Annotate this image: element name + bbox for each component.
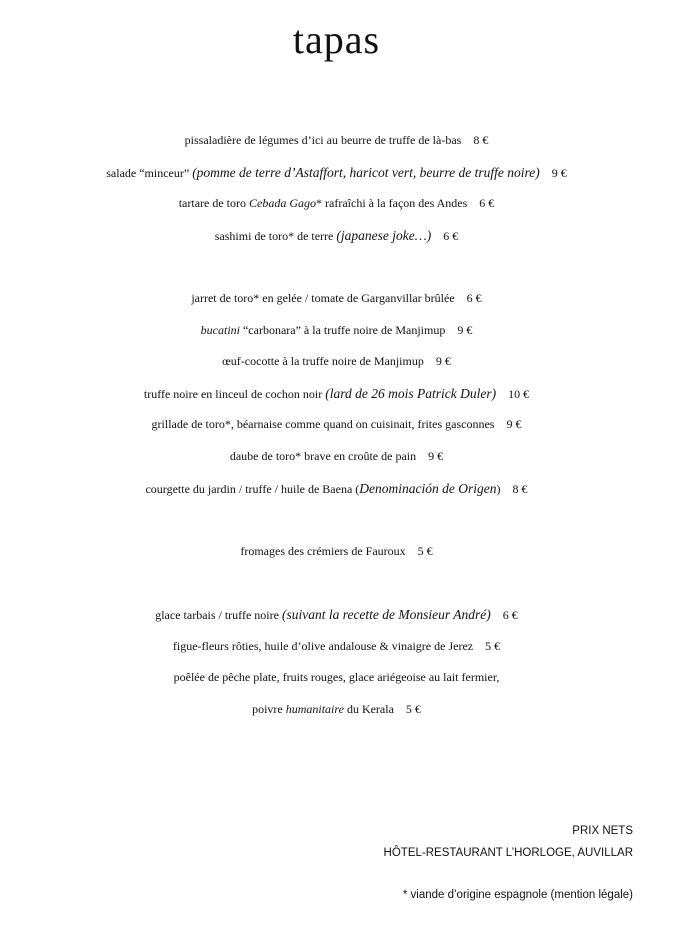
section-gap [0, 251, 673, 283]
item-price: 5 € [485, 638, 501, 653]
item-name: grillade de toro*, béarnaise comme quand on cuisinait, frites gasconnes [151, 417, 495, 432]
menu-item-poelee-line1 [0, 662, 673, 694]
menu-item-glace [0, 599, 673, 631]
item-name: tartare de toro [178, 196, 247, 211]
item-name: œuf-cocotte à la truffe noire de Manjimup [222, 354, 424, 369]
menu-item-courgette [0, 473, 673, 505]
menu-item-bucatini [0, 315, 673, 347]
menu-item-poelee-line2 [0, 694, 673, 726]
item-price: 6 € [502, 607, 518, 622]
item-name: “carbonara” à la truffe noire de Manjimup [239, 322, 446, 337]
item-name: truffe noire en linceul de cochon noir [143, 386, 323, 401]
menu-item-tartare [0, 188, 673, 220]
item-note: (japanese joke…) [336, 227, 432, 243]
item-name: fromages des crémiers de Fauroux [240, 543, 406, 558]
menu-item-sashimi [0, 220, 673, 252]
item-name: figue-fleurs rôties, huile d’olive andalouse & vinaigre de Jerez [172, 638, 474, 653]
section-gap [0, 567, 673, 599]
footer-hotel-name: HÔTEL-RESTAURANT L’HORLOGE, AUVILLAR [383, 847, 633, 859]
item-note: (pomme de terre d’Astaffort, haricot vert, beurre de truffe noire) [192, 164, 540, 180]
item-price: 5 € [405, 701, 421, 716]
item-price: 5 € [417, 543, 433, 558]
item-name: glace tarbais / truffe noire [155, 607, 279, 622]
item-name-italic: humanitaire [285, 701, 344, 716]
item-note-paren: ) [496, 481, 501, 496]
menu-item-grillade [0, 409, 673, 441]
item-name: salade “minceur” [106, 165, 190, 180]
menu-item-jarret [0, 283, 673, 315]
item-name: courgette du jardin / truffe / huile de Baena [145, 481, 353, 496]
item-name-italic: Cebada Gago [249, 196, 317, 211]
item-price: 8 € [512, 481, 528, 496]
item-name: sashimi de toro* de terre [214, 228, 334, 243]
item-name: poivre [252, 701, 283, 716]
menu-item-salade [0, 157, 673, 189]
item-note: (suivant la recette de Monsieur André) [281, 606, 491, 622]
menu-item-fromages [0, 536, 673, 568]
footer-prix-nets: PRIX NETS [572, 825, 633, 837]
item-note: (lard de 26 mois Patrick Duler) [325, 385, 497, 401]
item-name: poêlée de pêche plate, fruits rouges, glace ariégeoise au lait fermier, [173, 670, 500, 685]
item-price: 9 € [551, 165, 567, 180]
item-price: 9 € [457, 322, 473, 337]
item-name: du Kerala [343, 701, 394, 716]
page-title: tapas [292, 17, 381, 62]
item-price: 8 € [473, 133, 489, 147]
item-price: 9 € [435, 354, 451, 369]
item-name-italic: bucatini [200, 322, 240, 337]
menu-item-pissaladiere [0, 125, 673, 157]
item-name: * rafraîchi à la façon des Andes [316, 196, 468, 211]
menu-item-figue [0, 631, 673, 663]
item-note-paren: ( [355, 481, 360, 496]
section-gap [0, 504, 673, 536]
menu-item-truffe [0, 378, 673, 410]
footer-legal-note: * viande d’origine espagnole (mention légale) [402, 889, 633, 901]
item-name: pissaladière de légumes d’ici au beurre de truffe de là-bas [184, 133, 462, 147]
menu-item-daube [0, 441, 673, 473]
item-name: daube de toro* brave en croûte de pain [229, 448, 417, 463]
item-price: 9 € [428, 448, 444, 463]
item-price: 6 € [443, 228, 459, 243]
item-note: Denominación de Origen [359, 480, 497, 496]
item-price: 10 € [508, 386, 530, 401]
menu-item-oeuf [0, 346, 673, 378]
item-price: 6 € [479, 196, 495, 211]
item-price: 6 € [466, 290, 482, 305]
menu-list [0, 125, 673, 725]
item-price: 9 € [506, 417, 522, 432]
item-name: jarret de toro* en gelée / tomate de Garganvillar brûlée [191, 290, 455, 305]
